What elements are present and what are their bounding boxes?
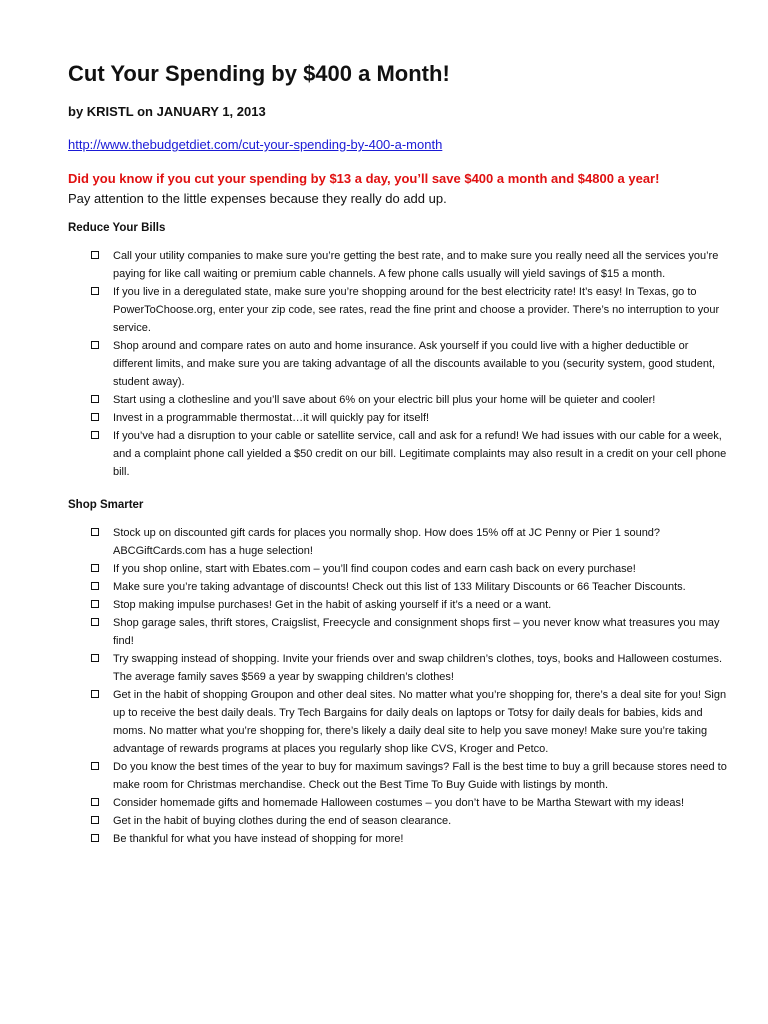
page-title: Cut Your Spending by $400 a Month! <box>68 61 450 86</box>
list-item <box>91 650 728 686</box>
item-text: Get in the habit of buying clothes during the end of season clearance. <box>113 815 452 827</box>
section-heading: Shop Smarter <box>68 499 144 511</box>
list-item <box>91 686 728 758</box>
checklist <box>68 247 727 481</box>
list-item <box>91 391 728 409</box>
lead-text: Pay attention to the little expenses because they really do add up. <box>68 191 447 206</box>
source-link[interactable]: http://www.thebudgetdiet.com/cut-your-spending-by-400-a-month <box>68 137 443 152</box>
checkbox-icon <box>91 582 99 590</box>
item-text: Make sure you’re taking advantage of discounts! Check out this list of 133 Military Discounts or 66 Teacher Discounts. <box>113 581 686 593</box>
item-text: Get in the habit of shopping Groupon and other deal sites. No matter what you’re shopping for, there’s a deal site for you! Sign up to receive the best daily deals. Try Tech Bargains for daily deals on laptops or Totsy for daily deals for babies, kids and moms. No matter what you’re shopping for, there’s likely a daily deal site to help you save money! Make sure you’re taking advantage of rewards programs at places you regularly shop like CVS, Kroger and Petco. <box>113 689 727 755</box>
item-text: Consider homemade gifts and homemade Halloween costumes – you don’t have to be Martha Stewart with my ideas! <box>113 797 685 809</box>
list-item <box>91 409 728 427</box>
item-text: Try swapping instead of shopping. Invite your friends over and swap children’s clothes, toys, books and Halloween costumes. The average family saves $569 a year by swapping children’s clothes! <box>113 653 722 683</box>
lead-highlight: Did you know if you cut your spending by $13 a day, you’ll save $400 a month and $4800 a year! <box>68 171 660 186</box>
list-item <box>91 596 728 614</box>
checkbox-icon <box>91 600 99 608</box>
item-text: Do you know the best times of the year to buy for maximum savings? Fall is the best time to buy a grill because stores need to make room for Christmas merchandise. Check out the Best Time To Buy Guide with listings by month. <box>113 761 727 791</box>
checkbox-icon <box>91 287 99 295</box>
checkbox-icon <box>91 251 99 259</box>
checklist <box>68 524 727 848</box>
list-item <box>91 758 728 794</box>
item-text: Stock up on discounted gift cards for places you normally shop. How does 15% off at JC Penny or Pier 1 sound? ABCGiftCards.com has a huge selection! <box>113 527 661 557</box>
item-text: If you shop online, start with Ebates.com – you’ll find coupon codes and earn cash back on every purchase! <box>113 563 636 575</box>
item-text: Call your utility companies to make sure you’re getting the best rate, and to make sure you really need all the services you’re paying for like call waiting or premium cable channels. A few phone calls usually will yield savings of $15 a month. <box>113 250 719 280</box>
checkbox-icon <box>91 762 99 770</box>
list-item <box>91 578 728 596</box>
item-text: Shop garage sales, thrift stores, Craigslist, Freecycle and consignment shops first – you never know what treasures you may find! <box>113 617 720 647</box>
list-item <box>91 560 728 578</box>
checkbox-icon <box>91 816 99 824</box>
list-item <box>91 337 728 391</box>
list-item <box>91 524 728 560</box>
checkbox-icon <box>91 564 99 572</box>
checkbox-icon <box>91 654 99 662</box>
checkbox-icon <box>91 341 99 349</box>
checkbox-icon <box>91 834 99 842</box>
checkbox-icon <box>91 413 99 421</box>
section-heading: Reduce Your Bills <box>68 222 166 234</box>
item-text: Shop around and compare rates on auto and home insurance. Ask yourself if you could live with a higher deductible or different limits, and make sure you are taking advantage of all the discounts available to you (security system, good student, student away). <box>113 340 716 388</box>
checkbox-icon <box>91 431 99 439</box>
list-item <box>91 794 728 812</box>
section-reduce-bills <box>68 222 727 481</box>
checkbox-icon <box>91 798 99 806</box>
byline: by KRISTL on JANUARY 1, 2013 <box>68 104 266 119</box>
list-item <box>91 614 728 650</box>
list-item <box>91 427 728 481</box>
list-item <box>91 247 728 283</box>
item-text: If you’ve had a disruption to your cable or satellite service, call and ask for a refund! We had issues with our cable for a week, and a complaint phone call yielded a $50 credit on our bill. Legitimate complaints may also result in a credit on your cell phone bill. <box>113 430 727 478</box>
item-text: Stop making impulse purchases! Get in the habit of asking yourself if it’s a need or a want. <box>113 599 552 611</box>
item-text: If you live in a deregulated state, make sure you’re shopping around for the best electricity rate! It’s easy! In Texas, go to PowerToChoose.org, enter your zip code, see rates, read the fine print and choose a provider. There’s no interruption to your service. <box>113 286 720 334</box>
list-item <box>91 812 728 830</box>
item-text: Invest in a programmable thermostat…it will quickly pay for itself! <box>113 412 430 424</box>
list-item <box>91 830 728 848</box>
checkbox-icon <box>91 618 99 626</box>
checkbox-icon <box>91 690 99 698</box>
list-item <box>91 283 728 337</box>
item-text: Be thankful for what you have instead of shopping for more! <box>113 833 404 845</box>
item-text: Start using a clothesline and you’ll save about 6% on your electric bill plus your home will be quieter and cooler! <box>113 394 656 406</box>
checkbox-icon <box>91 395 99 403</box>
section-shop-smarter <box>68 499 727 848</box>
checkbox-icon <box>91 528 99 536</box>
